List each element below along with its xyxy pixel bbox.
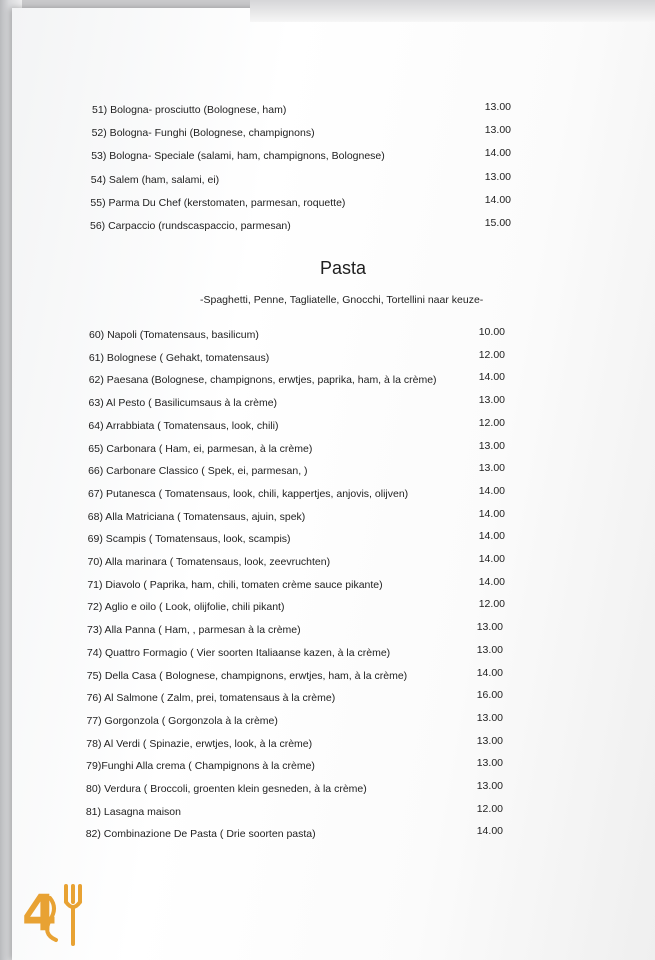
menu-item-price: 12.00 bbox=[478, 598, 505, 611]
menu-item bbox=[0, 326, 655, 349]
menu-item-price: 13.00 bbox=[478, 462, 505, 475]
menu-item bbox=[0, 643, 655, 667]
menu-item-name: 53) Bologna- Speciale (salami, ham, champignons, Bolognese) bbox=[91, 150, 385, 163]
menu-item bbox=[0, 147, 655, 170]
menu-item bbox=[0, 484, 655, 508]
menu-item-name: 64) Arrabbiata ( Tomatensaus, look, chili) bbox=[88, 419, 279, 432]
logo-number: 4 bbox=[22, 884, 57, 942]
menu-item-price: 14.00 bbox=[478, 553, 505, 565]
restaurant-logo-icon bbox=[20, 868, 90, 948]
menu-item-price: 10.00 bbox=[478, 326, 505, 338]
menu-item-name: 66) Carbonare Classico ( Spek, ei, parmesan, ) bbox=[88, 465, 308, 478]
menu-item-name: 63) Al Pesto ( Basilicumsaus à la crème) bbox=[88, 397, 278, 410]
menu-item-price: 13.00 bbox=[484, 124, 511, 137]
menu-item-price: 14.00 bbox=[478, 507, 505, 520]
menu-item bbox=[0, 666, 655, 690]
menu-item-name: 74) Quattro Formagio ( Vier soorten Italiaanse kazen, à la crème) bbox=[86, 646, 391, 659]
menu-item-name: 75) Della Casa ( Bolognese, champignons, erwtjes, ham, à la crème) bbox=[86, 669, 408, 682]
menu-item bbox=[0, 689, 655, 712]
menu-item bbox=[0, 734, 655, 758]
menu-item-name: 62) Paesana (Bolognese, champignons, erwtjes, paprika, ham, à la crème) bbox=[88, 374, 437, 387]
menu-item bbox=[0, 124, 655, 147]
menu-item bbox=[0, 802, 655, 826]
pasta-subheading: -Spaghetti, Penne, Tagliatelle, Gnocchi, Tortellini naar keuze- bbox=[200, 294, 484, 306]
menu-item bbox=[0, 101, 655, 124]
menu-item-name: 51) Bologna- prosciutto (Bolognese, ham) bbox=[92, 104, 287, 116]
menu-item bbox=[0, 575, 655, 599]
menu-item bbox=[0, 553, 655, 576]
top-glare bbox=[250, 0, 655, 22]
menu-item-price: 13.00 bbox=[484, 170, 511, 183]
menu-item bbox=[0, 217, 655, 240]
menu-item-name: 78) Al Verdi ( Spinazie, erwtjes, look, à la crème) bbox=[86, 737, 313, 750]
menu-item-price: 13.00 bbox=[476, 643, 503, 656]
menu-item-price: 13.00 bbox=[476, 780, 503, 792]
menu-item-name: 70) Alla marinara ( Tomatensaus, look, zeevruchten) bbox=[87, 556, 331, 568]
menu-item-price: 14.00 bbox=[478, 575, 505, 588]
menu-item-name: 65) Carbonara ( Ham, ei, parmesan, à la crème) bbox=[88, 442, 313, 455]
menu-item-name: 60) Napoli (Tomatensaus, basilicum) bbox=[89, 329, 259, 341]
menu-item-name: 55) Parma Du Chef (kerstomaten, parmesan, roquette) bbox=[90, 196, 346, 209]
menu-item-name: 72) Aglio e oilo ( Look, olijfolie, chili pikant) bbox=[87, 601, 285, 614]
menu-item-price: 14.00 bbox=[478, 530, 505, 543]
menu-item-name: 56) Carpaccio (rundscaspaccio, parmesan) bbox=[90, 220, 291, 232]
menu-item-price: 12.00 bbox=[478, 416, 505, 429]
menu-item bbox=[0, 825, 655, 848]
menu-item-name: 52) Bologna- Funghi (Bolognese, champignons) bbox=[91, 127, 315, 140]
menu-item bbox=[0, 530, 655, 553]
menu-item bbox=[0, 348, 655, 372]
menu-item-name: 73) Alla Panna ( Ham, , parmesan à la crème) bbox=[87, 624, 301, 637]
menu-item bbox=[0, 711, 655, 735]
menu-item-price: 12.00 bbox=[478, 348, 505, 361]
menu-item bbox=[0, 394, 655, 417]
menu-item-name: 79)Funghi Alla crema ( Champignons à la crème) bbox=[86, 760, 315, 773]
menu-item-price: 12.00 bbox=[476, 802, 503, 815]
menu-item bbox=[0, 170, 655, 194]
menu-item-price: 13.00 bbox=[478, 439, 505, 452]
menu-item bbox=[0, 193, 655, 217]
menu-item-name: 67) Putanesca ( Tomatensaus, look, chili, kappertjes, anjovis, olijven) bbox=[87, 487, 409, 500]
menu-item-price: 16.00 bbox=[476, 689, 503, 702]
menu-item-price: 13.00 bbox=[476, 711, 503, 724]
pasta-heading: Pasta bbox=[320, 258, 367, 278]
menu-item bbox=[0, 757, 655, 780]
menu-item-price: 14.00 bbox=[484, 147, 511, 160]
menu-item-price: 14.00 bbox=[478, 371, 505, 384]
menu-item-name: 80) Verdura ( Broccoli, groenten klein gesneden, à la crème) bbox=[86, 783, 367, 795]
menu-item-price: 14.00 bbox=[484, 193, 511, 206]
menu-item bbox=[0, 780, 655, 803]
menu-item bbox=[0, 598, 655, 621]
menu-item bbox=[0, 507, 655, 531]
menu-item-name: 77) Gorgonzola ( Gorgonzola à la crème) bbox=[86, 714, 278, 727]
menu-item-price: 14.00 bbox=[476, 825, 503, 838]
menu-item-price: 13.00 bbox=[476, 621, 503, 634]
menu-item-name: 81) Lasagna maison bbox=[85, 805, 181, 818]
menu-item-name: 76) Al Salmone ( Zalm, prei, tomatensaus à la crème) bbox=[86, 692, 336, 705]
menu-item bbox=[0, 416, 655, 440]
menu-item-price: 14.00 bbox=[476, 666, 503, 679]
menu-item-price: 15.00 bbox=[484, 217, 511, 229]
menu-item bbox=[0, 621, 655, 644]
menu-item-price: 13.00 bbox=[476, 757, 503, 770]
menu-item-name: 71) Diavolo ( Paprika, ham, chili, tomaten crème sauce pikante) bbox=[87, 578, 383, 591]
menu-item-name: 69) Scampis ( Tomatensaus, look, scampis) bbox=[87, 533, 291, 546]
menu-item-name: 82) Combinazione De Pasta ( Drie soorten pasta) bbox=[85, 828, 316, 841]
menu-item-price: 13.00 bbox=[484, 101, 511, 113]
menu-item-name: 68) Alla Matriciana ( Tomatensaus, ajuin, spek) bbox=[87, 510, 306, 523]
menu-item-name: 61) Bolognese ( Gehakt, tomatensaus) bbox=[88, 351, 270, 364]
menu-item bbox=[0, 439, 655, 463]
menu-item-price: 13.00 bbox=[476, 734, 503, 747]
menu-item bbox=[0, 371, 655, 394]
menu-item-price: 13.00 bbox=[478, 394, 505, 407]
menu-item bbox=[0, 462, 655, 485]
menu-item-price: 14.00 bbox=[478, 484, 505, 497]
menu-item-name: 54) Salem (ham, salami, ei) bbox=[90, 173, 220, 186]
